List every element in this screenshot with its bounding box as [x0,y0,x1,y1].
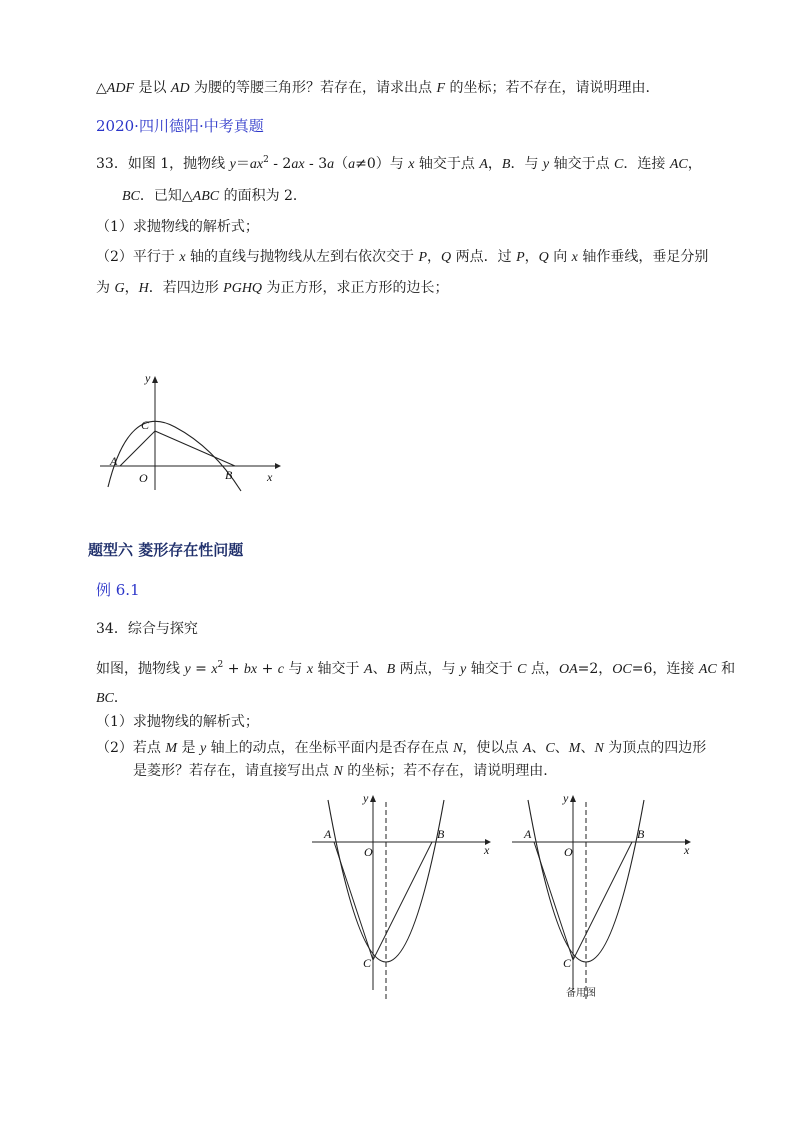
label-x: x [684,843,690,857]
text: ， [427,249,442,265]
figure-2-parabola-diagram [310,790,500,1010]
text: 的坐标；若不存在，请说明理由. [445,80,650,96]
text: 轴交于 [466,661,518,677]
math: P [418,250,428,265]
y-axis-arrow [570,795,576,802]
math: OC [612,662,632,677]
label-y: y [363,791,369,805]
math: ADF [106,81,134,96]
text: （ [334,156,349,172]
y-axis-arrow [152,376,158,383]
question-33-part-2-line-2 [96,278,449,299]
math: a [348,157,356,172]
text: 两点，与 [395,661,461,677]
label-x: x [267,470,273,484]
math: M [165,741,178,756]
parabola-curve [108,421,241,491]
label-c: C [563,956,572,970]
text: 为正方形，求正方形的边长； [262,280,449,296]
text: 为腰的等腰三角形？若存在，请求出点 [189,80,437,96]
label-o: O [139,471,148,485]
question-34-part-2-line-2 [133,761,548,782]
section-title: 题型六 菱形存在性问题 [88,541,244,559]
text: ， [687,156,702,172]
math: ax [291,157,305,172]
label-o: O [564,845,573,859]
math: AC [669,157,688,172]
text: =6，连接 [631,661,699,677]
text: ， [124,280,139,296]
segment-ac [334,842,373,960]
text: 如图，抛物线 [96,661,185,677]
text: 轴作垂线，垂足分别 [577,249,709,265]
math: F [436,81,446,96]
text: =2， [577,661,613,677]
text: 的面积为 2． [219,188,307,204]
question-33-part-2-line-1 [96,247,708,268]
text: 、 [554,740,569,756]
figure-3-backup-diagram [510,790,700,1010]
math: ax [249,157,264,172]
math: y [184,662,191,677]
text: ≠0）与 [355,156,409,172]
label-x: x [484,843,490,857]
math: OA [558,662,578,677]
text: 向 [548,249,572,265]
text: ， [524,249,539,265]
label-a: A [524,827,532,841]
math: bx [243,662,258,677]
question-34-part-1: （1）求抛物线的解析式； [96,714,259,730]
math: A [522,741,532,756]
x-axis-arrow [275,463,281,469]
math: x [306,662,314,677]
math: A [479,157,488,172]
math-exponent: 2 [263,155,269,165]
math: AD [170,81,190,96]
question-34-line-2 [96,688,128,709]
segment-bc [373,842,432,960]
text-line [96,78,650,99]
math: H [138,281,149,296]
text: 、 [531,740,546,756]
math: B [501,157,511,172]
math: P [516,250,525,265]
text: 两点．过 [451,249,517,265]
text: ．连接 [623,156,670,172]
text: ＝ [235,156,250,172]
text: + [257,661,278,677]
math: x [211,662,218,677]
math: N [333,764,343,779]
text: 轴交于 [313,661,365,677]
math: N [594,741,604,756]
text: 、 [372,661,387,677]
math: x [179,250,186,265]
math: a [327,157,335,172]
text: ． [113,690,128,706]
text: ．已知△ [139,188,193,204]
text: - 3 [304,156,328,172]
question-33-part-1: （1）求抛物线的解析式； [96,219,259,235]
label-b: B [225,468,233,482]
math: G [114,281,125,296]
text: - 2 [268,156,292,172]
label-y: y [145,371,151,385]
text: + [223,661,244,677]
math: C [614,157,624,172]
math: C [545,741,555,756]
text: 是菱形？若存在，请直接写出点 [133,763,334,779]
math: B [386,662,396,677]
text: （2）若点 [96,740,166,756]
label-a: A [324,827,332,841]
label-o: O [364,845,373,859]
math-exponent: 2 [217,660,224,670]
math: y [229,157,236,172]
segment-ac [120,431,155,466]
math: BC [122,189,140,204]
label-c: C [363,956,372,970]
text: ，使以点 [462,740,523,756]
text: 轴上的动点，在坐标平面内是否存在点 [206,740,454,756]
math: c [277,662,284,677]
question-33-line-1 [96,154,702,175]
math: BC [96,691,114,706]
segment-bc [155,431,235,466]
label-y: y [563,791,569,805]
label-b: B [437,827,445,841]
text: 、 [580,740,595,756]
segment-ac [534,842,573,960]
segment-bc [573,842,632,960]
question-34-title: 34．综合与探究 [96,621,198,637]
math: A [364,662,373,677]
math: AC [698,662,717,677]
math: PGHQ [223,281,263,296]
figure-caption: 备用图 [566,988,596,999]
y-axis-arrow [370,795,376,802]
figure-1-parabola-diagram [95,365,295,495]
text: △ [96,80,107,96]
text: 轴交于点 [549,156,615,172]
parabola-curve [328,800,444,962]
text: = [190,661,212,677]
text: 是 [177,740,200,756]
math: N [453,741,463,756]
label-a: A [110,454,118,468]
text: 33．如图 1，抛物线 [96,156,230,172]
math: x [571,250,578,265]
question-33-line-2 [122,186,307,207]
text: 轴交于点 [414,156,480,172]
text: （2）平行于 [96,249,180,265]
text: 的坐标；若不存在，请说明理由. [342,763,548,779]
text: 为顶点的四边形 [603,740,707,756]
text: 轴的直线与抛物线从左到右依次交于 [185,249,419,265]
text: 为 [96,280,115,296]
text: 是以 [134,80,171,96]
math: y [199,741,207,756]
question-34-line-1 [96,659,735,680]
math: x [408,157,415,172]
text: 与 [283,661,307,677]
text: 点， [526,661,559,677]
math: ABC [192,189,220,204]
text: ．与 [510,156,543,172]
label-c: C [141,418,150,432]
example-label: 例 6.1 [96,581,140,599]
text: ．若四边形 [148,280,224,296]
question-34-part-2-line-1 [96,738,706,759]
math: y [542,157,550,172]
math: C [517,662,527,677]
math: M [568,741,581,756]
text: ， [487,156,502,172]
exam-source: 2020·四川德阳·中考真题 [96,117,264,135]
math: Q [538,250,549,265]
parabola-curve [528,800,644,962]
text: 和 [716,661,736,677]
math: y [460,662,467,677]
math: Q [441,250,452,265]
label-b: B [637,827,645,841]
